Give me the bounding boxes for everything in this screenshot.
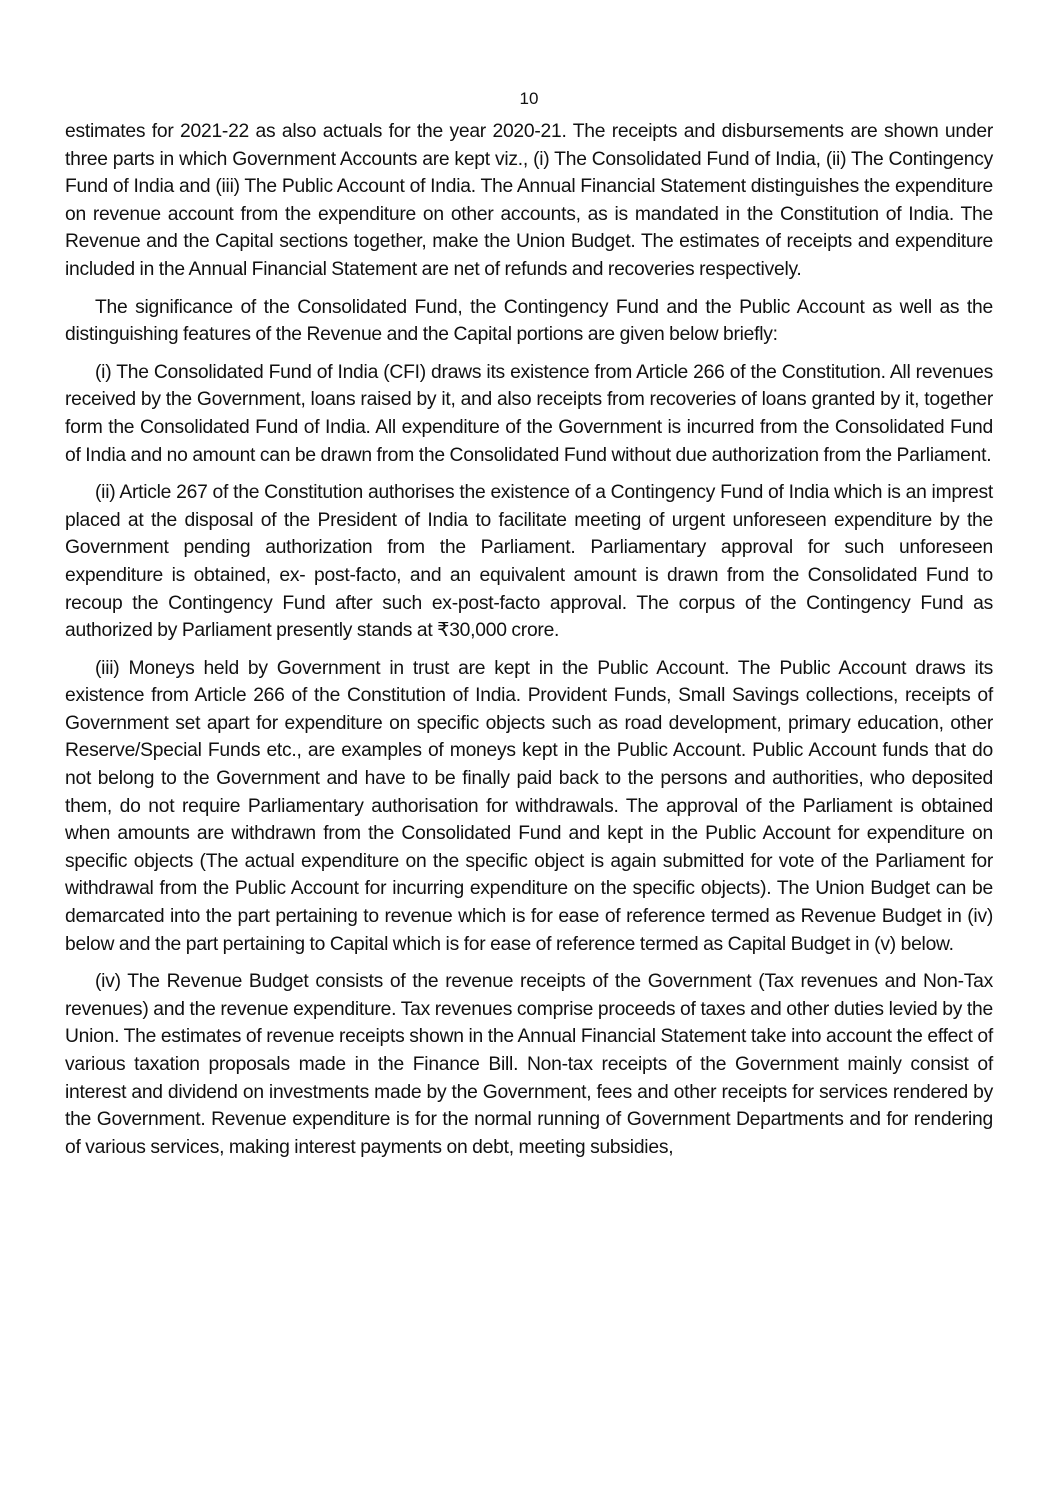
paragraph-significance-intro: The significance of the Consolidated Fund, the Contingency Fund and the Public Account as well as the distinguishing features of the Revenue and the Capital portions are given below briefly: bbox=[65, 296, 993, 346]
paragraph-public-account: (iii) Moneys held by Government in trust are kept in the Public Account. The Public Account draws its existence from Article 266 of the Constitution of India. Provident Funds, Small Savings collections, receipts of Government set apart for expenditure on specific objects such as road development, primary education, other Reserve/Special Funds etc., are examples of moneys kept in the Public Account. Public Account funds that do not belong to the Government and have to be finally paid back to the persons and authorities, who deposited them, do not require Parliamentary authorisation for withdrawals. The approval of the Parliament is obtained when amounts are withdrawn from the Consolidated Fund and kept in the Public Account for expenditure on specific objects (The actual expenditure on the specific object is again submitted for vote of the Parliament for withdrawal from the Public Account for incurring expenditure on the specific objects). The Union Budget can be demarcated into the part pertaining to revenue which is for ease of reference termed as Revenue Budget in (iv) below and the part pertaining to Capital which is for ease of reference termed as Capital Budget in (v) below. bbox=[65, 657, 993, 955]
page-number: 10 bbox=[519, 89, 539, 108]
page-body bbox=[65, 118, 993, 1171]
paragraph-continuation: estimates for 2021-22 as also actuals for the year 2020-21. The receipts and disbursements are shown under three parts in which Government Accounts are kept viz., (i) The Consolidated Fund of India, (ii) The Contingency Fund of India and (iii) The Public Account of India. The Annual Financial Statement distinguishes the expenditure on revenue account from the expenditure on other accounts, as is mandated in the Constitution of India. The Revenue and the Capital sections together, make the Union Budget. The estimates of receipts and expenditure included in the Annual Financial Statement are net of refunds and recoveries respectively. bbox=[65, 121, 993, 280]
paragraph-consolidated-fund: (i) The Consolidated Fund of India (CFI) draws its existence from Article 266 of the Constitution. All revenues received by the Government, loans raised by it, and also receipts from recoveries of loans granted by it, together form the Consolidated Fund of India. All expenditure of the Government is incurred from the Consolidated Fund of India and no amount can be drawn from the Consolidated Fund without due authorization from the Parliament. bbox=[65, 361, 993, 466]
paragraph-revenue-budget: (iv) The Revenue Budget consists of the revenue receipts of the Government (Tax revenues and Non-Tax revenues) and the revenue expenditure. Tax revenues comprise proceeds of taxes and other duties levied by the Union. The estimates of revenue receipts shown in the Annual Financial Statement take into account the effect of various taxation proposals made in the Finance Bill. Non-tax receipts of the Government mainly consist of interest and dividend on investments made by the Government, fees and other receipts for services rendered by the Government. Revenue expenditure is for the normal running of Government Departments and for rendering of various services, making interest payments on debt, meeting subsidies, bbox=[65, 971, 993, 1158]
paragraph-contingency-fund: (ii) Article 267 of the Constitution authorises the existence of a Contingency Fund of India which is an imprest placed at the disposal of the President of India to facilitate meeting of urgent unforeseen expenditure by the Government pending authorization from the Parliament. Parliamentary approval for such unforeseen expenditure is obtained, ex- post-facto, and an equivalent amount is drawn from the Consolidated Fund to recoup the Contingency Fund after such ex-post-facto approval. The corpus of the Contingency Fund as authorized by Parliament presently stands at ₹30,000 crore. bbox=[65, 482, 993, 642]
